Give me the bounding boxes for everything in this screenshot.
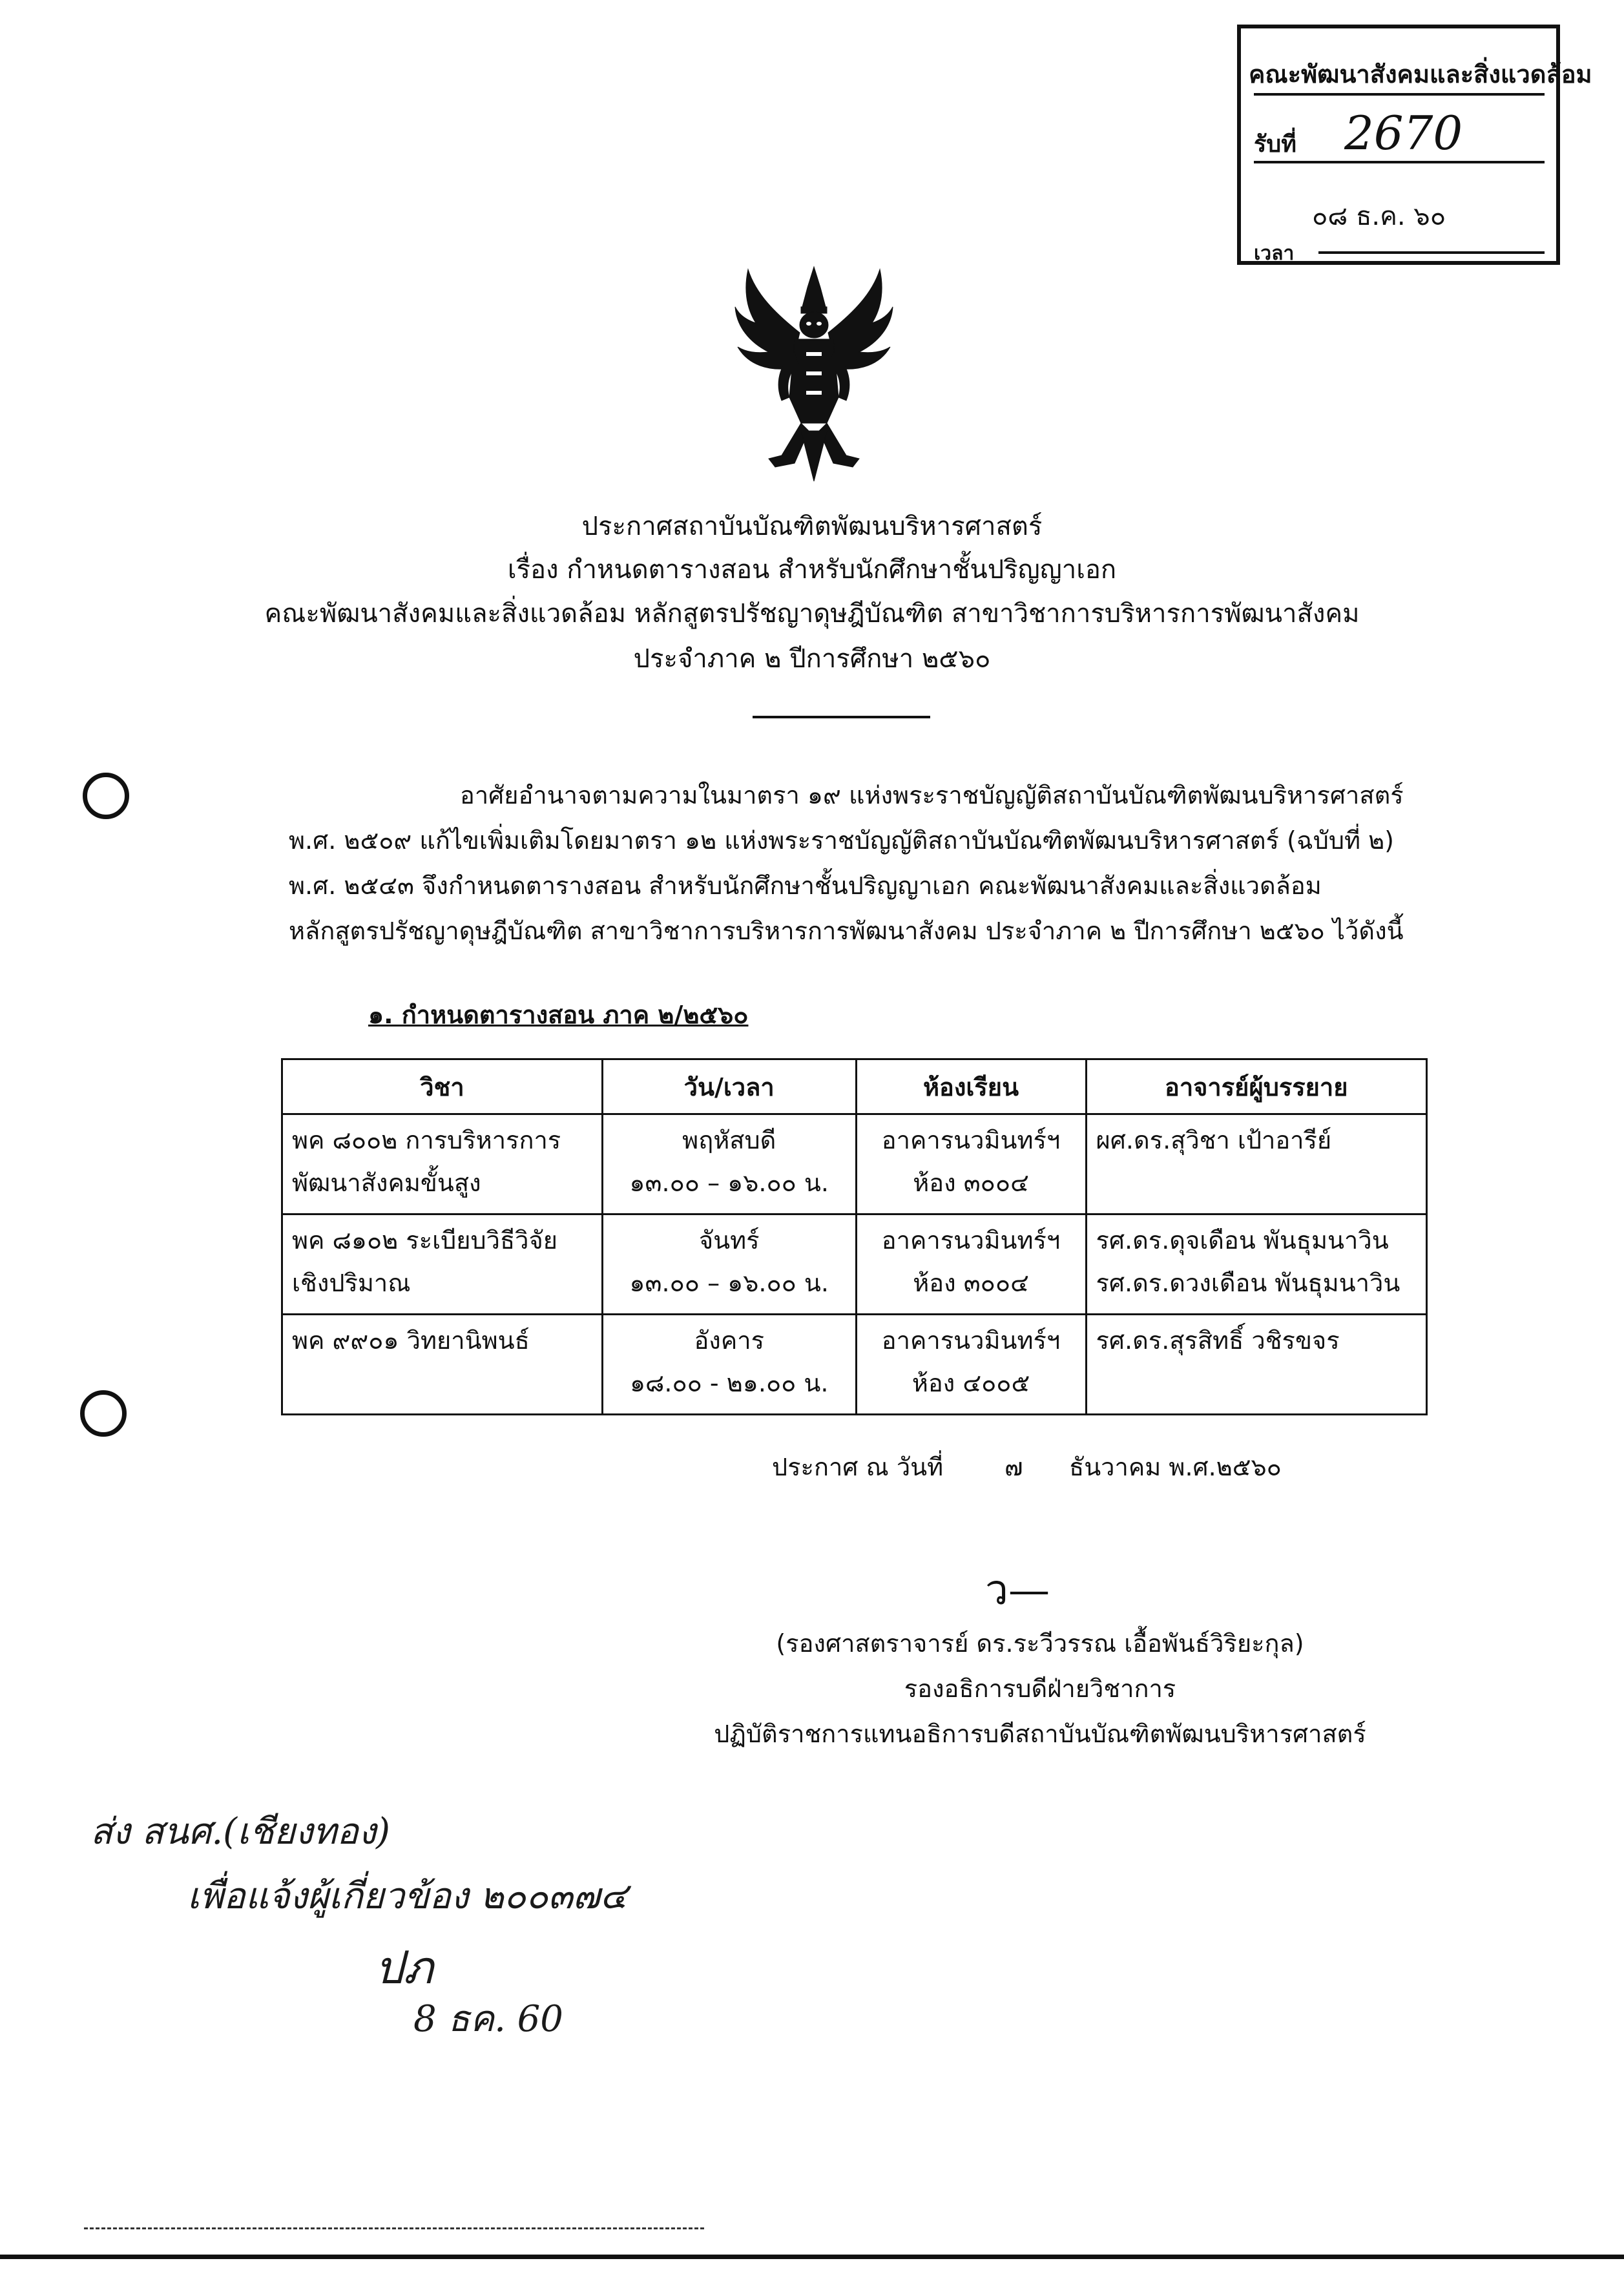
announcement-term: ประจำภาค ๒ ปีการศึกษา ๒๕๖๐ (633, 644, 991, 674)
class-day: จันทร์ (698, 1226, 760, 1255)
announce-day: ๗ (1005, 1453, 1023, 1481)
handwritten-note-line: เพื่อแจ้งผู้เกี่ยวข้อง ๒๐๐๓๗๔ (187, 1875, 628, 1917)
footer-rule (0, 2255, 1624, 2259)
column-header-course: วิชา (282, 1059, 603, 1114)
course-code-name: พค ๘๐๐๒ การบริหารการ (292, 1126, 561, 1154)
announce-date-prefix: ประกาศ ณ วันที่ (772, 1453, 944, 1481)
room-number: ห้อง ๔๐๐๕ (911, 1369, 1030, 1397)
stamp-date: ๐๘ ธ.ค. ๖๐ (1312, 202, 1446, 231)
table-row (282, 1114, 1427, 1214)
body-line: หลักสูตรปรัชญาดุษฎีบัณฑิต สาขาวิชาการบริหารการพัฒนาสังคม ประจำภาค ๒ ปีการศึกษา ๒๕๖๐ ไว้ดังนี้ (289, 917, 1404, 945)
punch-hole (83, 773, 129, 819)
class-time: ๑๘.๐๐ - ๒๑.๐๐ น. (629, 1369, 829, 1397)
announce-month-year: ธันวาคม พ.ศ.๒๕๖๐ (1069, 1453, 1282, 1481)
body-line: อาศัยอำนาจตามความในมาตรา ๑๙ แห่งพระราชบัญญัติสถาบันบัณฑิตพัฒนบริหารศาสตร์ (460, 781, 1404, 809)
table-row (282, 1214, 1427, 1315)
room-cell (856, 1315, 1086, 1415)
heading-divider (753, 716, 930, 718)
room-cell (856, 1214, 1086, 1315)
building-name: อาคารนวมินทร์ฯ (881, 1226, 1061, 1255)
datetime-cell (602, 1315, 856, 1415)
class-day: อังคาร (694, 1326, 764, 1355)
column-header-lecturer: อาจารย์ผู้บรรยาย (1086, 1059, 1426, 1114)
announcement-title: ประกาศสถาบันบัณฑิตพัฒนบริหารศาสตร์ (581, 512, 1043, 541)
lecturer-cell (1086, 1214, 1426, 1315)
announcement-program: คณะพัฒนาสังคมและสิ่งแวดล้อม หลักสูตรปรัชญาดุษฎีบัณฑิต สาขาวิชาการบริหารการพัฒนาสังคม (264, 599, 1360, 629)
section-title: ๑. กำหนดตารางสอน ภาค ๒/๒๕๖๐ (368, 1001, 749, 1029)
stamp-title: คณะพัฒนาสังคมและสิ่งแวดล้อม (1249, 60, 1592, 89)
garuda-emblem-icon (730, 262, 898, 485)
body-line: พ.ศ. ๒๕๐๙ แก้ไขเพิ่มเติมโดยมาตรา ๑๒ แห่งพระราชบัญญัติสถาบันบัณฑิตพัฒนบริหารศาสตร์ (ฉบับที่ ๒) (289, 826, 1394, 855)
receiving-stamp (1237, 25, 1592, 265)
course-name-cont: พัฒนาสังคมขั้นสูง (292, 1169, 481, 1197)
class-time: ๑๓.๐๐ – ๑๖.๐๐ น. (629, 1169, 829, 1197)
column-header-room: ห้องเรียน (856, 1059, 1086, 1114)
course-name-cont: เชิงปริมาณ (292, 1269, 411, 1297)
datetime-cell (602, 1114, 856, 1214)
column-header-datetime: วัน/เวลา (602, 1059, 856, 1114)
schedule-table (281, 1058, 1428, 1415)
building-name: อาคารนวมินทร์ฯ (881, 1126, 1061, 1154)
signatory-acting: ปฏิบัติราชการแทนอธิการบดีสถาบันบัณฑิตพัฒนบริหารศาสตร์ (714, 1720, 1366, 1748)
lecturer-cell (1086, 1315, 1426, 1415)
class-day: พฤหัสบดี (682, 1126, 776, 1154)
datetime-cell (602, 1214, 856, 1315)
signatory-name: (รองศาสตราจารย์ ดร.ระวีวรรณ เอื้อพันธ์วิริยะกุล) (776, 1629, 1304, 1658)
class-time: ๑๓.๐๐ – ๑๖.๐๐ น. (629, 1269, 829, 1297)
lecturer-name: ผศ.ดร.สุวิชา เป้าอารีย์ (1096, 1126, 1332, 1154)
building-name: อาคารนวมินทร์ฯ (881, 1326, 1061, 1355)
handwritten-date: 8 ธค. 60 (413, 1998, 563, 2040)
handwritten-note-line: ส่ง สนศ.(เชียงทอง) (90, 1811, 391, 1853)
announcement-subject: เรื่อง กำหนดตารางสอน สำหรับนักศึกษาชั้นปริญญาเอก (507, 555, 1117, 585)
punch-hole (80, 1390, 127, 1437)
footer-dashed-line (84, 2227, 704, 2229)
course-code-name: พค ๙๙๐๑ วิทยานิพนธ์ (292, 1326, 530, 1355)
room-cell (856, 1114, 1086, 1214)
stamp-time-label: เวลา (1254, 242, 1295, 265)
lecturer-name: รศ.ดร.ดวงเดือน พันธุมนาวิน (1096, 1269, 1400, 1297)
stamp-divider (1318, 251, 1545, 254)
stamp-divider (1254, 93, 1545, 96)
room-number: ห้อง ๓๐๐๔ (913, 1169, 1029, 1197)
handwritten-initials: ปภ (375, 1941, 433, 1994)
signatory-position: รองอธิการบดีฝ่ายวิชาการ (904, 1674, 1176, 1703)
room-number: ห้อง ๓๐๐๔ (913, 1269, 1029, 1297)
stamp-divider (1254, 161, 1545, 163)
course-cell (282, 1214, 603, 1315)
course-cell (282, 1114, 603, 1214)
course-code-name: พค ๘๑๐๒ ระเบียบวิธีวิจัย (292, 1226, 558, 1255)
lecturer-name: รศ.ดร.สุรสิทธิ์ วชิรขจร (1096, 1326, 1340, 1355)
signature-mark: ว— (985, 1567, 1050, 1614)
body-line: พ.ศ. ๒๕๔๓ จึงกำหนดตารางสอน สำหรับนักศึกษาชั้นปริญญาเอก คณะพัฒนาสังคมและสิ่งแวดล้อม (289, 871, 1322, 900)
course-cell (282, 1315, 603, 1415)
table-row (282, 1315, 1427, 1415)
lecturer-cell (1086, 1114, 1426, 1214)
lecturer-name: รศ.ดร.ดุจเดือน พันธุมนาวิน (1096, 1226, 1389, 1255)
stamp-number-label: รับที่ (1254, 131, 1296, 158)
stamp-number-value: 2670 (1344, 106, 1463, 160)
table-header-row (282, 1059, 1427, 1114)
